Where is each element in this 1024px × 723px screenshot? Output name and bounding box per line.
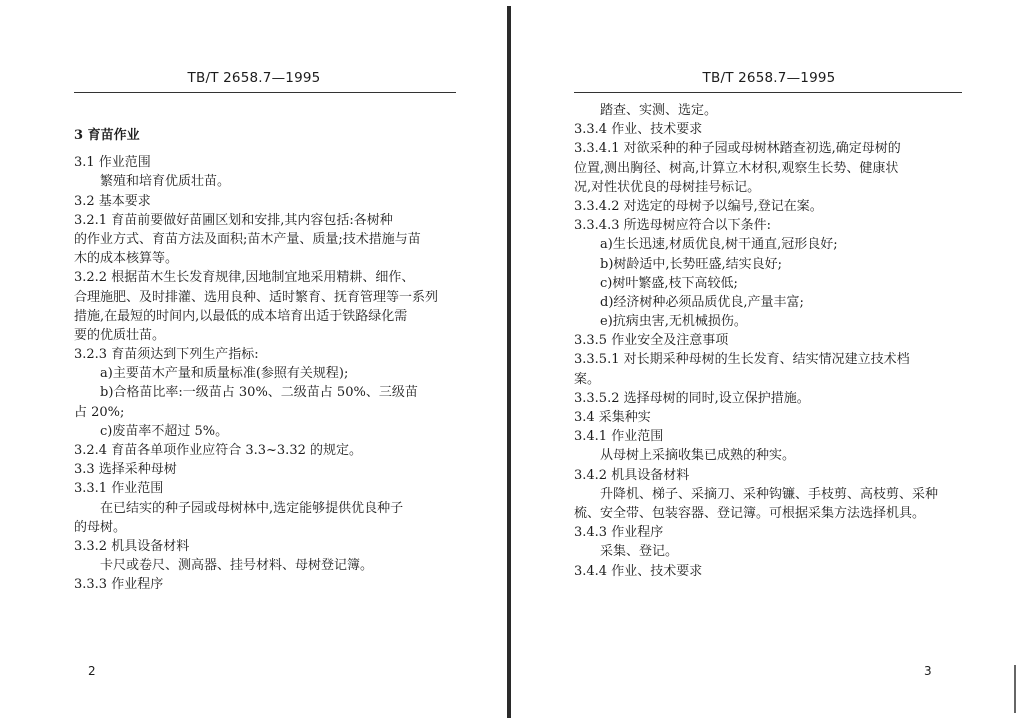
text-line: 3.4.3 作业程序 — [574, 525, 664, 541]
text-line: 案。 — [574, 371, 601, 387]
text-line: 3.3.5 作业安全及注意事项 — [574, 333, 729, 349]
text-line: c)废苗率不超过 5%。 — [100, 423, 229, 439]
text-line: b)合格苗比率:一级苗占 30%、二级苗占 50%、三级苗 — [100, 385, 418, 401]
text-line: 木的成本核算等。 — [74, 251, 179, 267]
text-line: 3.3.3 作业程序 — [74, 577, 164, 593]
header-rule — [574, 92, 962, 93]
left-page — [0, 0, 508, 723]
text-line: 3.4.1 作业范围 — [574, 429, 664, 445]
page-number: 3 — [924, 664, 932, 678]
page-number: 2 — [88, 664, 96, 678]
text-line: 3.3.4.1 对欲采种的种子园或母树林踏查初选,确定母树的 — [574, 141, 901, 157]
text-line: 3.3.4 作业、技术要求 — [574, 122, 703, 138]
page-header: TB/T 2658.7—1995 — [702, 70, 836, 86]
text-line: 从母树上采摘收集已成熟的种实。 — [600, 448, 796, 464]
text-line: a)主要苗木产量和质量标准(参照有关规程); — [100, 366, 349, 382]
page-header: TB/T 2658.7—1995 — [187, 70, 321, 86]
text-line: 措施,在最短的时间内,以最低的成本培育出适于铁路绿化需 — [74, 308, 408, 324]
text-line: 繁殖和培育优质壮苗。 — [100, 174, 231, 190]
text-line: 3.2.4 育苗各单项作业应符合 3.3~3.32 的规定。 — [74, 443, 362, 458]
text-line: 3.3 选择采种母树 — [74, 462, 177, 478]
text-line: 3.1 作业范围 — [74, 155, 151, 171]
text-line: 3.3.2 机具设备材料 — [74, 538, 190, 554]
text-line: d)经济树种必须品质优良,产量丰富; — [600, 294, 804, 310]
text-line: 的作业方式、育苗方法及面积;苗木产量、质量;技术措施与苗 — [74, 231, 421, 247]
text-line: 3.3.1 作业范围 — [74, 481, 164, 497]
text-line: 3.2.3 育苗须达到下列生产指标: — [74, 347, 259, 363]
text-line: 3.2.1 育苗前要做好苗圃区划和安排,其内容包括:各树种 — [74, 212, 393, 228]
text-line: 采集、登记。 — [600, 544, 679, 560]
text-line: 在已结实的种子园或母树林中,选定能够提供优良种子 — [100, 500, 404, 516]
text-line: 3.3.4.2 对选定的母树予以编号,登记在案。 — [574, 198, 823, 214]
text-line: c)树叶繁盛,枝下高较低; — [600, 275, 738, 291]
text-line: b)树龄适中,长势旺盛,结实良好; — [600, 256, 783, 272]
text-line: 梳、安全带、包装容器、登记簿。可根据采集方法选择机具。 — [574, 505, 926, 521]
text-line: 况,对性状优良的母树挂号标记。 — [574, 179, 761, 195]
text-line: 要的优质壮苗。 — [74, 327, 166, 343]
page-body — [74, 118, 456, 595]
text-line: 踏查、实测、选定。 — [600, 103, 718, 118]
book-gutter — [507, 6, 511, 718]
page-body — [574, 101, 962, 581]
text-line: 卡尺或卷尺、测高器、挂号材料、母树登记簿。 — [100, 558, 374, 574]
text-line: a)生长迅速,材质优良,树干通直,冠形良好; — [600, 237, 838, 253]
text-line: 的母树。 — [74, 519, 127, 535]
text-line: 合理施肥、及时排灌、选用良种、适时繁育、抚育管理等一系列 — [74, 289, 439, 305]
text-line: 3.3.5.1 对长期采种母树的生长发育、结实情况建立技术档 — [574, 352, 910, 368]
text-line: 3.2 基本要求 — [74, 193, 151, 209]
text-line: 3.4 采集种实 — [574, 410, 651, 425]
text-line: 占 20%; — [74, 404, 125, 420]
text-line: 3.3.5.2 选择母树的同时,设立保护措施。 — [574, 390, 810, 406]
page-edge — [1014, 665, 1016, 713]
text-line: 3.4.2 机具设备材料 — [574, 467, 690, 483]
text-line: 位置,测出胸径、树高,计算立木材积,观察生长势、健康状 — [574, 160, 899, 176]
text-line: 3 育苗作业 — [74, 128, 140, 143]
text-line: 3.3.4.3 所选母树应符合以下条件: — [574, 218, 771, 234]
right-page — [514, 0, 1024, 723]
text-line: 3.2.2 根据苗木生长发育规律,因地制宜地采用精耕、细作、 — [74, 270, 415, 286]
header-rule — [74, 92, 456, 93]
text-line: 3.4.4 作业、技术要求 — [574, 563, 703, 579]
text-line: 升降机、梯子、采摘刀、采种钩镰、手枝剪、高枝剪、采种 — [600, 486, 939, 502]
text-line: e)抗病虫害,无机械损伤。 — [600, 314, 747, 330]
